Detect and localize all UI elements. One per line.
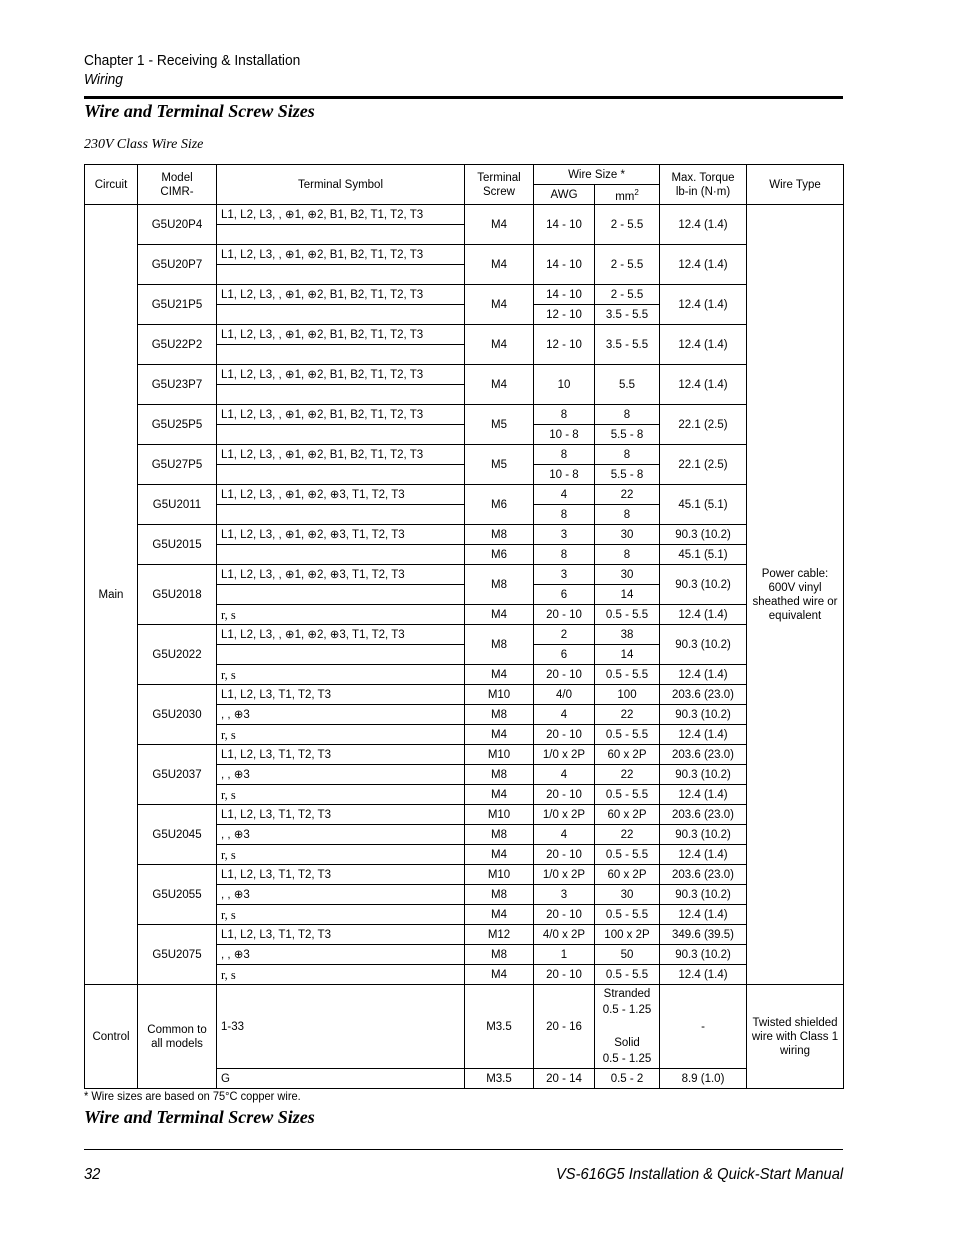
- header-awg: AWG: [534, 185, 595, 205]
- header-circuit: Circuit: [85, 165, 138, 205]
- awg-cell: 10 - 8: [534, 465, 595, 485]
- torque-cell: 90.3 (10.2): [660, 565, 747, 605]
- mm2-cell: 0.5 - 2: [595, 1069, 660, 1089]
- torque-cell: 90.3 (10.2): [660, 825, 747, 845]
- circuit-main: Main: [85, 205, 138, 985]
- terminal-symbol: L1, L2, L3, T1, T2, T3: [217, 805, 465, 825]
- terminal-symbol: r, s: [217, 725, 465, 745]
- torque-cell: 22.1 (2.5): [660, 405, 747, 445]
- torque-cell: 12.4 (1.4): [660, 905, 747, 925]
- mm2-cell: 22: [595, 825, 660, 845]
- header-mm2-sup: 2: [634, 187, 639, 197]
- awg-cell: 20 - 10: [534, 725, 595, 745]
- mm2-stranded-label: Stranded: [603, 988, 651, 1000]
- page-title: Wire and Terminal Screw Sizes: [84, 101, 315, 121]
- model-cell: G5U2015: [138, 525, 217, 565]
- terminal-symbol: L1, L2, L3, T1, T2, T3: [217, 745, 465, 765]
- awg-cell: 4: [534, 705, 595, 725]
- wire-size-table: [84, 164, 844, 1089]
- torque-cell: 12.4 (1.4): [660, 845, 747, 865]
- terminal-screw: M10: [465, 745, 534, 765]
- header-model: [138, 165, 217, 205]
- terminal-screw: M5: [465, 405, 534, 445]
- table-row: [85, 285, 844, 305]
- mm2-cell: 3.5 - 5.5: [595, 325, 660, 365]
- mm2-cell: 5.5 - 8: [595, 465, 660, 485]
- torque-cell: 12.4 (1.4): [660, 785, 747, 805]
- terminal-symbol-blank: [217, 545, 465, 565]
- terminal-symbol: , , ⊕3: [217, 945, 465, 965]
- awg-cell: 1: [534, 945, 595, 965]
- terminal-symbol: L1, L2, L3, , ⊕1, ⊕2, B1, B2, T1, T2, T3: [217, 365, 465, 385]
- mm2-cell: 22: [595, 485, 660, 505]
- table-row: [85, 205, 844, 225]
- torque-cell: -: [660, 985, 747, 1069]
- mm2-cell: 60 x 2P: [595, 865, 660, 885]
- terminal-screw: M6: [465, 545, 534, 565]
- torque-cell: 12.4 (1.4): [660, 285, 747, 325]
- torque-cell: 203.6 (23.0): [660, 865, 747, 885]
- terminal-screw: M8: [465, 945, 534, 965]
- terminal-symbol: L1, L2, L3, , ⊕1, ⊕2, ⊕3, T1, T2, T3: [217, 565, 465, 585]
- terminal-symbol: L1, L2, L3, , ⊕1, ⊕2, ⊕3, T1, T2, T3: [217, 525, 465, 545]
- mm2-cell: 100 x 2P: [595, 925, 660, 945]
- table-row: [85, 405, 844, 425]
- mm2-cell: 0.5 - 5.5: [595, 665, 660, 685]
- mm2-cell: 38: [595, 625, 660, 645]
- terminal-symbol: , , ⊕3: [217, 825, 465, 845]
- mm2-cell: 0.5 - 5.5: [595, 845, 660, 865]
- terminal-symbol: L1, L2, L3, , ⊕1, ⊕2, B1, B2, T1, T2, T3: [217, 325, 465, 345]
- torque-cell: 22.1 (2.5): [660, 445, 747, 485]
- mm2-cell: 30: [595, 565, 660, 585]
- terminal-screw: M8: [465, 705, 534, 725]
- model-cell: G5U2055: [138, 865, 217, 925]
- terminal-screw: M4: [465, 325, 534, 365]
- torque-cell: 90.3 (10.2): [660, 945, 747, 965]
- section-heading: Wiring: [84, 71, 123, 88]
- torque-cell: 45.1 (5.1): [660, 485, 747, 525]
- terminal-symbol: r, s: [217, 785, 465, 805]
- header-terminal-screw: [465, 165, 534, 205]
- manual-title: VS-616G5 Installation & Quick-Start Manual: [555, 1166, 843, 1183]
- terminal-symbol: L1, L2, L3, T1, T2, T3: [217, 685, 465, 705]
- mm2-cell: 8: [595, 505, 660, 525]
- torque-cell: 12.4 (1.4): [660, 605, 747, 625]
- terminal-symbol: , , ⊕3: [217, 885, 465, 905]
- awg-cell: 4/0 x 2P: [534, 925, 595, 945]
- terminal-symbol: G: [217, 1069, 465, 1089]
- table-row: [85, 625, 844, 645]
- terminal-screw: M4: [465, 605, 534, 625]
- terminal-screw: M8: [465, 885, 534, 905]
- mm2-cell: 8: [595, 405, 660, 425]
- table-row: [85, 925, 844, 945]
- torque-cell: 203.6 (23.0): [660, 805, 747, 825]
- wire-size-table-container: [84, 164, 844, 1089]
- model-cell-control: Common to all models: [138, 985, 217, 1089]
- awg-cell: 3: [534, 885, 595, 905]
- terminal-symbol: L1, L2, L3, , ⊕1, ⊕2, B1, B2, T1, T2, T3: [217, 445, 465, 465]
- awg-cell: 14 - 10: [534, 285, 595, 305]
- model-cell: G5U2037: [138, 745, 217, 805]
- mm2-cell: 2 - 5.5: [595, 205, 660, 245]
- mm2-cell: 8: [595, 445, 660, 465]
- table-row: [85, 245, 844, 265]
- torque-cell: 45.1 (5.1): [660, 545, 747, 565]
- mm2-cell: 14: [595, 585, 660, 605]
- awg-cell: 12 - 10: [534, 305, 595, 325]
- mm2-cell: 3.5 - 5.5: [595, 305, 660, 325]
- awg-cell: 10: [534, 365, 595, 405]
- mm2-cell: 5.5: [595, 365, 660, 405]
- terminal-symbol-blank: [217, 265, 465, 285]
- model-cell: G5U20P7: [138, 245, 217, 285]
- model-cell: G5U25P5: [138, 405, 217, 445]
- mm2-solid-value: 0.5 - 1.25: [602, 1053, 652, 1065]
- awg-cell: 4: [534, 765, 595, 785]
- header-torque-line2: lb-in (N·m): [675, 185, 731, 198]
- header-mm2-text: mm: [615, 190, 635, 203]
- model-cell: G5U20P4: [138, 205, 217, 245]
- table-header-row: [85, 165, 844, 185]
- terminal-screw: M5: [465, 445, 534, 485]
- awg-cell: 20 - 10: [534, 965, 595, 985]
- terminal-screw: M8: [465, 625, 534, 665]
- torque-cell: 12.4 (1.4): [660, 325, 747, 365]
- header-terminal-symbol: Terminal Symbol: [217, 165, 465, 205]
- awg-cell: 20 - 14: [534, 1069, 595, 1089]
- mm2-solid-label: Solid: [614, 1037, 640, 1049]
- table-row: [85, 745, 844, 765]
- terminal-symbol: , , ⊕3: [217, 705, 465, 725]
- model-cell: G5U2030: [138, 685, 217, 745]
- awg-cell: 14 - 10: [534, 245, 595, 285]
- model-cell: G5U2022: [138, 625, 217, 685]
- awg-cell: 20 - 10: [534, 905, 595, 925]
- awg-cell: 1/0 x 2P: [534, 865, 595, 885]
- terminal-screw: M12: [465, 925, 534, 945]
- mm2-cell: 0.5 - 5.5: [595, 785, 660, 805]
- awg-cell: 4/0: [534, 685, 595, 705]
- terminal-symbol: L1, L2, L3, , ⊕1, ⊕2, B1, B2, T1, T2, T3: [217, 405, 465, 425]
- awg-cell: 4: [534, 485, 595, 505]
- terminal-symbol: , , ⊕3: [217, 765, 465, 785]
- terminal-screw: M10: [465, 685, 534, 705]
- torque-cell: 203.6 (23.0): [660, 745, 747, 765]
- terminal-symbol: L1, L2, L3, , ⊕1, ⊕2, B1, B2, T1, T2, T3: [217, 205, 465, 225]
- mm2-cell-control: [595, 985, 660, 1069]
- footer-rule: [84, 1149, 843, 1150]
- terminal-screw: M4: [465, 365, 534, 405]
- chapter-heading: Chapter 1 - Receiving & Installation: [84, 52, 301, 69]
- mm2-cell: 8: [595, 545, 660, 565]
- torque-cell: 90.3 (10.2): [660, 525, 747, 545]
- table-row: [85, 865, 844, 885]
- mm2-cell: 60 x 2P: [595, 745, 660, 765]
- table-row: [85, 525, 844, 545]
- awg-cell: 20 - 10: [534, 605, 595, 625]
- terminal-screw: M8: [465, 565, 534, 605]
- terminal-symbol-blank: [217, 305, 465, 325]
- mm2-cell: 14: [595, 645, 660, 665]
- header-screw-line2: Screw: [483, 185, 515, 198]
- circuit-control: Control: [85, 985, 138, 1089]
- table-row: [85, 485, 844, 505]
- torque-cell: 90.3 (10.2): [660, 885, 747, 905]
- terminal-symbol: L1, L2, L3, , ⊕1, ⊕2, B1, B2, T1, T2, T3: [217, 245, 465, 265]
- terminal-symbol: r, s: [217, 965, 465, 985]
- mm2-cell: 30: [595, 525, 660, 545]
- torque-cell: 8.9 (1.0): [660, 1069, 747, 1089]
- awg-cell: 4: [534, 825, 595, 845]
- terminal-screw: M3.5: [465, 985, 534, 1069]
- awg-cell: 14 - 10: [534, 205, 595, 245]
- terminal-symbol-blank: [217, 465, 465, 485]
- table-body: [85, 165, 844, 1089]
- mm2-stranded-value: 0.5 - 1.25: [602, 1004, 652, 1016]
- terminal-screw: M4: [465, 845, 534, 865]
- terminal-screw: M4: [465, 905, 534, 925]
- terminal-screw: M4: [465, 725, 534, 745]
- table-row: [85, 565, 844, 585]
- terminal-symbol: L1, L2, L3, T1, T2, T3: [217, 925, 465, 945]
- terminal-symbol-blank: [217, 385, 465, 405]
- mm2-cell: 5.5 - 8: [595, 425, 660, 445]
- torque-cell: 12.4 (1.4): [660, 725, 747, 745]
- awg-cell: 2: [534, 625, 595, 645]
- torque-cell: 349.6 (39.5): [660, 925, 747, 945]
- mm2-cell: 0.5 - 5.5: [595, 605, 660, 625]
- terminal-symbol: r, s: [217, 905, 465, 925]
- torque-cell: 12.4 (1.4): [660, 665, 747, 685]
- footnote: * Wire sizes are based on 75°C copper wire.: [84, 1089, 301, 1103]
- model-cell: G5U23P7: [138, 365, 217, 405]
- model-cell: G5U2045: [138, 805, 217, 865]
- awg-cell: 3: [534, 525, 595, 545]
- model-cell: G5U2018: [138, 565, 217, 625]
- awg-cell: 3: [534, 565, 595, 585]
- terminal-symbol: r, s: [217, 845, 465, 865]
- terminal-screw: M10: [465, 865, 534, 885]
- terminal-symbol: L1, L2, L3, , ⊕1, ⊕2, ⊕3, T1, T2, T3: [217, 485, 465, 505]
- header-screw-line1: Terminal: [477, 171, 521, 184]
- terminal-screw: M8: [465, 525, 534, 545]
- terminal-screw: M8: [465, 825, 534, 845]
- table-row: [85, 365, 844, 385]
- awg-cell: 10 - 8: [534, 425, 595, 445]
- terminal-symbol: L1, L2, L3, , ⊕1, ⊕2, B1, B2, T1, T2, T3: [217, 285, 465, 305]
- model-cell: G5U2075: [138, 925, 217, 985]
- terminal-screw: M10: [465, 805, 534, 825]
- terminal-symbol: r, s: [217, 605, 465, 625]
- awg-cell: 12 - 10: [534, 325, 595, 365]
- awg-cell: 8: [534, 445, 595, 465]
- terminal-symbol: r, s: [217, 665, 465, 685]
- page-number: 32: [84, 1166, 101, 1183]
- torque-cell: 12.4 (1.4): [660, 965, 747, 985]
- torque-cell: 12.4 (1.4): [660, 245, 747, 285]
- torque-cell: 90.3 (10.2): [660, 765, 747, 785]
- awg-cell: 6: [534, 585, 595, 605]
- awg-cell: 8: [534, 405, 595, 425]
- mm2-cell: 0.5 - 5.5: [595, 905, 660, 925]
- terminal-symbol-blank: [217, 225, 465, 245]
- header-wire-type: Wire Type: [747, 165, 844, 205]
- header-torque-line1: Max. Torque: [671, 171, 735, 184]
- terminal-screw: M4: [465, 965, 534, 985]
- terminal-screw: M6: [465, 485, 534, 525]
- awg-cell: 8: [534, 505, 595, 525]
- awg-cell: 6: [534, 645, 595, 665]
- terminal-screw: M3.5: [465, 1069, 534, 1089]
- terminal-symbol-blank: [217, 585, 465, 605]
- terminal-symbol-blank: [217, 645, 465, 665]
- terminal-screw: M4: [465, 245, 534, 285]
- mm2-cell: 0.5 - 5.5: [595, 725, 660, 745]
- table-row: [85, 325, 844, 345]
- awg-cell: 8: [534, 545, 595, 565]
- mm2-cell: 60 x 2P: [595, 805, 660, 825]
- mm2-cell: 22: [595, 705, 660, 725]
- terminal-screw: M4: [465, 205, 534, 245]
- terminal-symbol: L1, L2, L3, , ⊕1, ⊕2, ⊕3, T1, T2, T3: [217, 625, 465, 645]
- terminal-screw: M4: [465, 665, 534, 685]
- model-cell: G5U27P5: [138, 445, 217, 485]
- header-wire-size: Wire Size *: [534, 165, 660, 185]
- awg-cell: 1/0 x 2P: [534, 745, 595, 765]
- mm2-cell: 100: [595, 685, 660, 705]
- torque-cell: 12.4 (1.4): [660, 205, 747, 245]
- terminal-symbol-blank: [217, 505, 465, 525]
- terminal-symbol: 1-33: [217, 985, 465, 1069]
- header-model-line2: CIMR-: [160, 185, 194, 198]
- table-row: [85, 685, 844, 705]
- table-row-control: [85, 985, 844, 1069]
- header-mm2: [595, 185, 660, 205]
- awg-cell: 20 - 10: [534, 785, 595, 805]
- table-row: [85, 805, 844, 825]
- torque-cell: 12.4 (1.4): [660, 365, 747, 405]
- model-cell: G5U2011: [138, 485, 217, 525]
- model-cell: G5U22P2: [138, 325, 217, 365]
- torque-cell: 90.3 (10.2): [660, 705, 747, 725]
- table-row: [85, 445, 844, 465]
- awg-cell: 20 - 16: [534, 985, 595, 1069]
- mm2-cell: 22: [595, 765, 660, 785]
- mm2-cell: 50: [595, 945, 660, 965]
- header-model-line1: Model: [161, 171, 193, 184]
- wire-type-control: Twisted shielded wire with Class 1 wiring: [747, 985, 844, 1089]
- torque-cell: 203.6 (23.0): [660, 685, 747, 705]
- awg-cell: 20 - 10: [534, 665, 595, 685]
- footer-title: Wire and Terminal Screw Sizes: [84, 1107, 315, 1127]
- awg-cell: 20 - 10: [534, 845, 595, 865]
- terminal-symbol-blank: [217, 425, 465, 445]
- header-rule: [84, 96, 843, 99]
- mm2-cell: 30: [595, 885, 660, 905]
- terminal-screw: M4: [465, 785, 534, 805]
- terminal-screw: M4: [465, 285, 534, 325]
- awg-cell: 1/0 x 2P: [534, 805, 595, 825]
- table-caption: 230V Class Wire Size: [84, 137, 204, 152]
- wire-type-main: Power cable: 600V vinyl sheathed wire or equivalent: [747, 205, 844, 985]
- model-cell: G5U21P5: [138, 285, 217, 325]
- header-max-torque: [660, 165, 747, 205]
- mm2-cell: 0.5 - 5.5: [595, 965, 660, 985]
- torque-cell: 90.3 (10.2): [660, 625, 747, 665]
- terminal-symbol-blank: [217, 345, 465, 365]
- terminal-screw: M8: [465, 765, 534, 785]
- mm2-cell: 2 - 5.5: [595, 285, 660, 305]
- terminal-symbol: L1, L2, L3, T1, T2, T3: [217, 865, 465, 885]
- mm2-cell: 2 - 5.5: [595, 245, 660, 285]
